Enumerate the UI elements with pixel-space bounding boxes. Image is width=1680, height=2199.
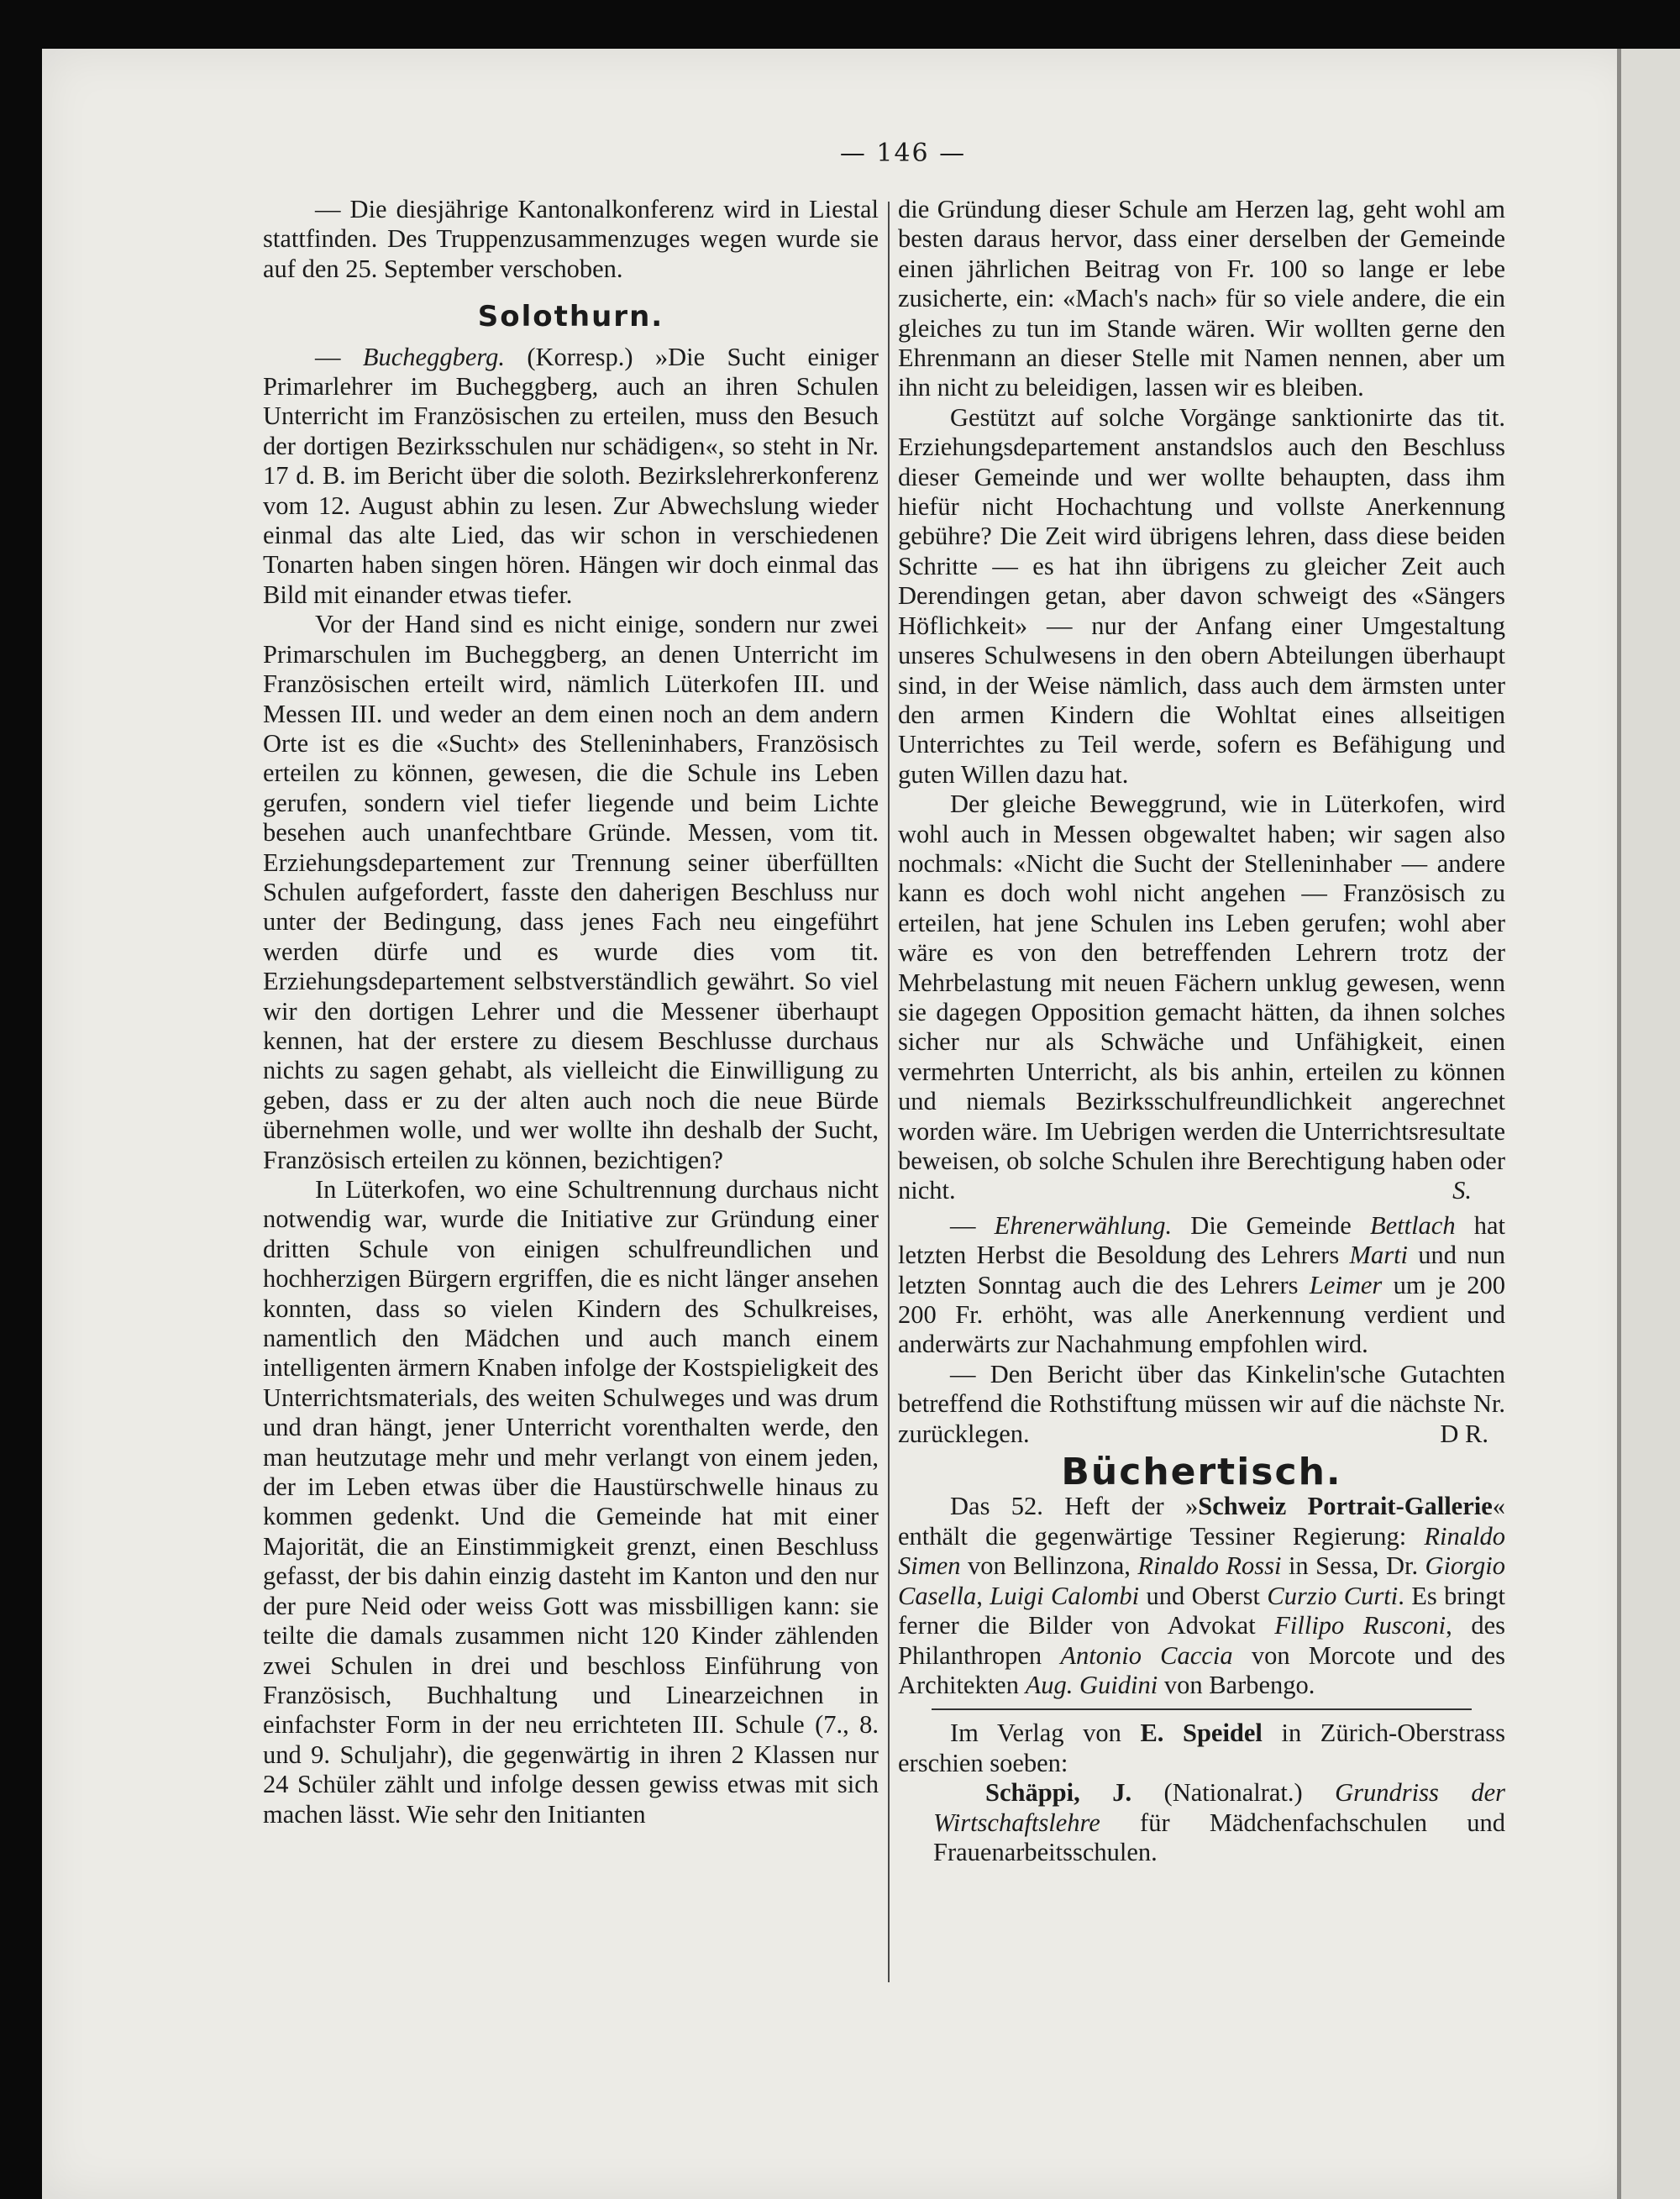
article-paragraph: Gestützt auf solche Vorgänge sanktionirte das tit. Erziehungsdepartement anstandslos auch den Beschluss dieser Gemeinde und wer wollte behaupten, dass ihm hiefür nicht Hochachtung und vollste Anerkennung gebühre? Die Zeit wird übrigens lehren, dass diese beiden Schritte — es hat ihn übrigens zu gleicher Zeit auch Derendingen getan, aber davon schweigt des «Sängers Höflichkeit» — nur der Anfang einer Umgestaltung unseres Schulwesens in den obern Abteilungen überhaupt sind, in der Weise nämlich, dass auch dem ärmsten unter den armen Kindern die Wohltat eines allseitigen Unterrichtes zu Teil werde, sofern es Befähigung und guten Willen dazu hat. <box>898 402 1505 789</box>
section-separator <box>932 1708 1472 1710</box>
news-item: — Den Bericht über das Kinkelin'sche Gutachten betreffend die Rothstiftung müssen wir auf die nächste Nr. zurücklegen. D R. <box>898 1359 1505 1448</box>
article-paragraph: Vor der Hand sind es nicht einige, sondern nur zwei Primarschulen im Bucheggberg, an denen Unterricht im Französischen erteilt wird, nämlich Lüterkofen III. und Messen III. und weder an dem einen noch an dem andern Orte ist es die «Sucht» des Stelleninhabers, Französisch erteilen zu können, gewesen, die die Schule ins Leben gerufen, sondern viel tiefer liegende und beim Lichte besehen auch unanfechtbare Gründe. Messen, vom tit. Erziehungsdepartement zur Trennung seiner überfüllten Schulen aufgefordert, fasste den daherigen Beschluss nur unter der Bedingung, dass jenes Fach neu eingeführt werden dürfe und es wurde dies vom tit. Erziehungsdepartement selbstverständlich gewährt. So viel wir den dortigen Lehrer und die Messener überhaupt kennen, hat der erstere zu diesem Beschlusse durchaus nichts zu sagen gehabt, als vielleicht die Einwilligung zu geben, dass er zu der alten auch noch die neue Bürde übernehmen wolle, und wer wollte ihn deshalb der Sucht, Französisch erteilen zu können, bezichtigen? <box>263 610 879 1174</box>
author-signature: S. <box>1452 1176 1472 1205</box>
article-paragraph: Der gleiche Beweggrund, wie in Lüterkofen, wird wohl auch in Messen obgewaltet haben; wir sagen also nochmals: «Nicht die Sucht der Stelleninhaber — andere kann es doch wohl nicht angehen — Französisch zu erteilen, hat jene Schulen ins Leben gerufen; wohl aber wäre es von den betreffenden Lehrern trotz der Mehrbelastung mit neuen Fächern unklug gewesen, wenn sie dagegen Opposition gemacht hätten, da ihnen solches sicher nur als Schwäche und Unfähigkeit, einen vermehrten Unterricht, als bis anhin, erteilen zu können und niemals Bezirksschulfreundlichkeit angerechnet worden wäre. Im Uebrigen werden die Unterrichtsresultate beweisen, ob solche Schulen ihre Berechtigung haben oder nicht. S. <box>898 790 1505 1205</box>
ad-intro: Im Verlag von E. Speidel in Zürich-Oberstrass erschien soeben: <box>898 1719 1505 1777</box>
ad-book: Schäppi, J. (Nationalrat.) Grundriss der Wirtschaftslehre für Mädchenfachschulen und Frauenarbeitsschulen. <box>933 1778 1505 1866</box>
left-column <box>263 195 879 1829</box>
books-heading: Büchertisch. <box>1061 1451 1342 1494</box>
article-paragraph: — Bucheggberg. (Korresp.) »Die Sucht einiger Primarlehrer im Bucheggberg, auch an ihren Schulen Unterricht im Französischen zu erteilen, muss den Besuch der dortigen Bezirksschulen nur schädigen«, so steht in Nr. 17 d. B. im Bericht über die soloth. Bezirkslehrerkonferenz vom 12. August abhin zu lesen. Zur Abwechslung wieder einmal das alte Lied, das wir schon in verschiedenen Tonarten haben singen hören. Hängen wir doch einmal das Bild mit einander etwas tiefer. <box>263 342 879 609</box>
book-notice: Das 52. Heft der »Schweiz Portrait-Gallerie« enthält die gegenwärtige Tessiner Regierung: Rinaldo Simen von Bellinzona, Rinaldo Rossi in Sessa, Dr. Giorgio Casella, Luigi Calombi und Oberst Curzio Curti. Es bringt ferner die Bilder von Advokat Fillipo Rusconi, des Philanthropen Antonio Caccia von Morcote und des Architekten Aug. Guidini von Barbengo. <box>898 1492 1506 1699</box>
article-paragraph: In Lüterkofen, wo eine Schultrennung durchaus nicht notwendig war, wurde die Initiative zur Gründung einer dritten Schule von einigen schulfreundlichen und hochherzigen Bürgern ergriffen, die es nicht länger ansehen konnten, dass so vielen Kindern des Schulkreises, namentlich den Mädchen und auch manch einem intelligenten ärmern Knaben infolge der Kostspieligkeit des Unterrichtsmaterials, des weiten Schulweges und was drum und dran hängt, jener Unterricht vorenthalten werde, den man heutzutage mehr und mehr verlangt von einem jeden, der im Leben etwas über die Haustürschwelle hinaus zu kommen gedenkt. Und die Gemeinde hat mit einer Majorität, die an Einstimmigkeit grenzt, einen Beschluss gefasst, der bis dahin einzig dasteht im Kanton und den nur der pure Neid oder weiss Gott was missbilligen kann: sie teilte die damals zusammen nicht 120 Kinder zählenden zwei Schulen in drei und beschloss Einführung von Französisch, Buchhaltung und Linearzeichnen in einfachster Form in der neu errichteten III. Schule (7., 8. und 9. Schuljahr), die gegenwärtig in ihren 2 Klassen nur 24 Schüler zählt und infolge dessen gewiss etwas mit sich machen lässt. Wie sehr den Initianten <box>263 1175 879 1829</box>
adjacent-page-edge <box>1621 49 1680 2199</box>
column-divider <box>888 202 890 1982</box>
author-signature: D R. <box>1440 1419 1488 1448</box>
publisher-ad <box>898 1719 1505 1867</box>
news-item: — Ehrenerwählung. Die Gemeinde Bettlach hat letzten Herbst die Besoldung des Lehrers Marti und nun letzten Sonntag auch die des Lehrers Leimer um je 200 200 Fr. erhöht, was alle Anerkennung verdient und anderwärts zur Nachahmung empfohlen wird. <box>898 1210 1505 1359</box>
intro-paragraph: — Die diesjährige Kantonalkonferenz wird in Liestal stattfinden. Des Truppenzusammenzuges wegen wurde sie auf den 25. September verschoben. <box>263 195 879 283</box>
article-paragraph: die Gründung dieser Schule am Herzen lag, geht wohl am besten daraus hervor, dass einer derselben der Gemeinde einen jährlichen Beitrag von Fr. 100 so lange er lebe zusicherte, ein: «Mach's nach» für so viele andere, die ein gleiches zu tun im Stande wären. Wir wollten gerne den Ehrenmann an dieser Stelle mit Namen nennen, aber um ihn nicht zu beleidigen, lassen wir es bleiben. <box>898 195 1505 402</box>
right-column <box>898 195 1505 1867</box>
place-name: Bucheggberg. <box>362 342 505 371</box>
page-number: — 146 — <box>839 139 967 168</box>
section-heading: Solothurn. <box>477 300 664 334</box>
